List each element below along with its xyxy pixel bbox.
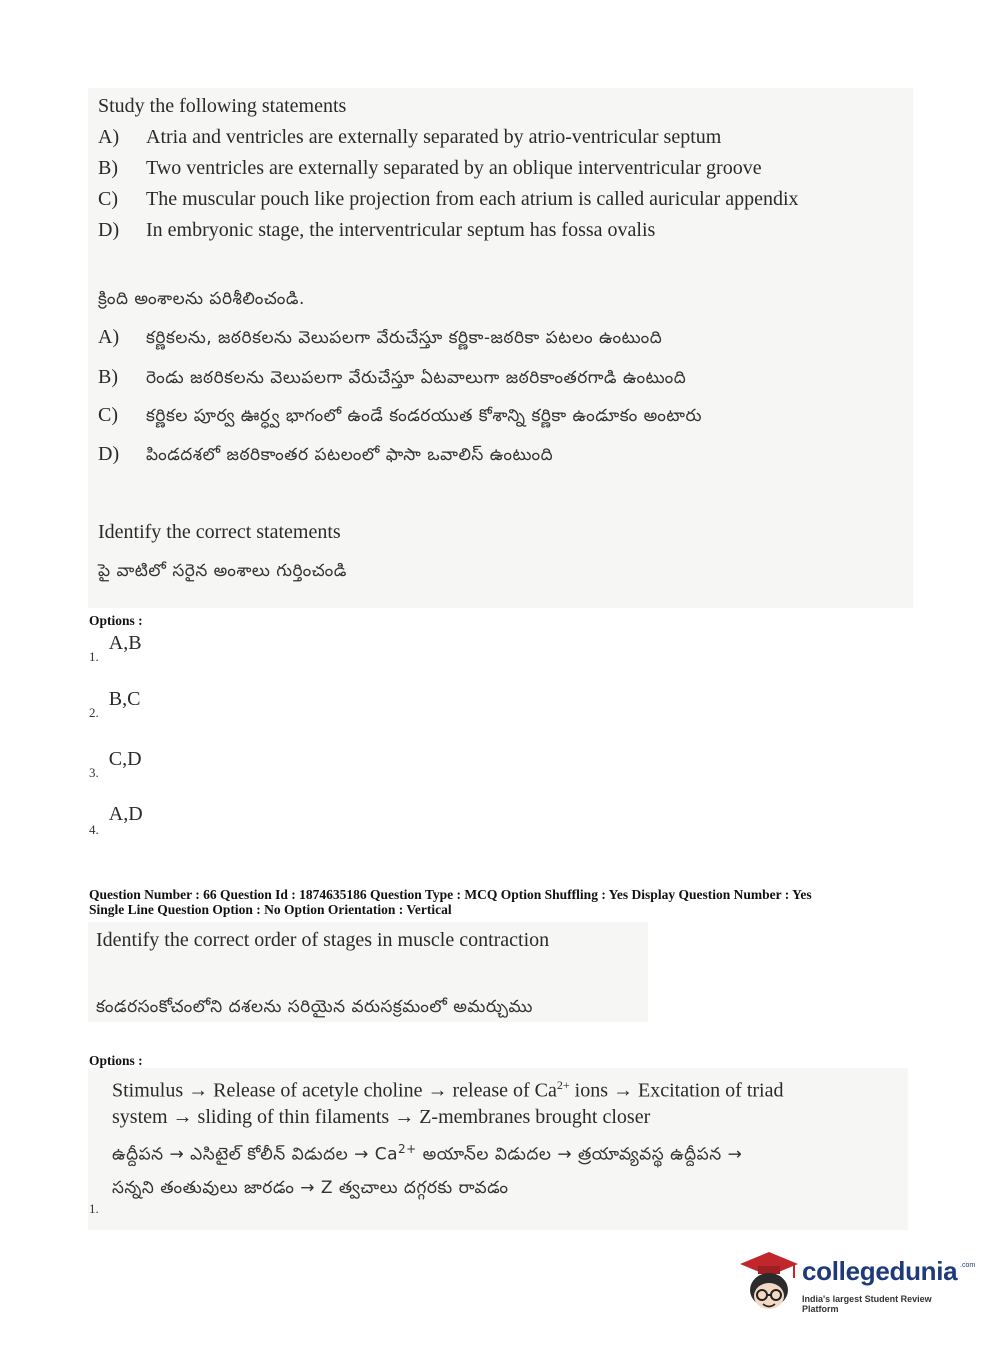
statement-text: కర్ణికల పూర్వ ఊర్ధ్వ భాగంలో ఉండే కండరయుత కోశాన్ని కర్ణికా ఉండూకం అంటారు — [146, 406, 702, 426]
telugu-statement-c — [98, 404, 702, 430]
identify-statements: Identify the correct statements — [98, 521, 341, 543]
option-value: C,D — [108, 748, 142, 770]
telugu-statement-d — [98, 443, 553, 469]
brand-suffix: .com — [960, 1262, 976, 1269]
superscript: 2+ — [556, 1078, 570, 1092]
option-1-english-line-2: system → sliding of thin filaments → Z-membranes brought closer — [112, 1106, 651, 1128]
statement-label: A) — [98, 126, 120, 148]
option-1-telugu-line-1 — [112, 1142, 742, 1169]
collegedunia-logo[interactable] — [738, 1250, 976, 1320]
option-1-telugu-line-2: సన్నని తంతువులు జారడం → Z త్వచాలు దగ్గరకు రావడం — [112, 1178, 509, 1198]
statement-text: రెండు జఠరికలను వెలుపలగా వేరుచేస్తూ ఏటవాలుగా జఠరికాంతరగాడి ఉంటుంది — [146, 368, 687, 388]
statement-c — [98, 188, 799, 211]
option-value: A,D — [108, 803, 143, 825]
statement-text: పిండదశలో జఠరికాంతర పటలంలో ఫాసా ఒవాలిస్ ఉంటుంది — [146, 445, 554, 465]
options-label: Options : — [89, 1053, 143, 1068]
statement-label: C) — [98, 404, 118, 426]
statement-label: C) — [98, 188, 118, 210]
telugu-intro: క్రింది అంశాలను పరిశీలించండి. — [98, 289, 305, 309]
option-value: A,B — [108, 632, 142, 654]
statement-label: D) — [98, 219, 120, 241]
statement-d — [98, 219, 655, 242]
option-3[interactable] — [89, 748, 142, 780]
mascot-icon — [738, 1250, 800, 1320]
statement-label: B) — [98, 157, 118, 179]
flow-text: Stimulus → Release of acetyle choline → release of Ca — [112, 1079, 557, 1102]
statement-b — [98, 157, 762, 180]
statement-text: The muscular pouch like projection from each atrium is called auricular appendix — [146, 188, 799, 210]
flow-text: ఉద్దీపన → ఎసిటైల్ కోలీన్ విడుదల → Ca — [112, 1144, 399, 1165]
brand-name: collegedunia — [802, 1256, 958, 1286]
statement-label: D) — [98, 443, 120, 465]
statement-text: Atria and ventricles are externally separated by atrio-ventricular septum — [146, 126, 722, 148]
statement-text: In embryonic stage, the interventricular septum has fossa ovalis — [146, 219, 656, 241]
question-66-meta-line-1: Question Number : 66 Question Id : 1874635186 Question Type : MCQ Option Shuffling : Yes Display Question Number : Yes — [89, 887, 812, 902]
option-number: 3. — [89, 765, 99, 780]
question-66-text: Identify the correct order of stages in muscle contraction — [96, 929, 550, 951]
option-1-english-line-1 — [112, 1078, 784, 1103]
option-1[interactable] — [89, 632, 142, 664]
option-number: 1. — [89, 1201, 99, 1216]
statement-a — [98, 126, 721, 149]
question-65-intro: Study the following statements — [98, 95, 347, 117]
flow-text: అయాన్‌ల విడుదల → త్రయావ్యవస్థ ఉద్దీపన → — [416, 1144, 743, 1165]
statement-text: కర్ణికలను, జఠరికలను వెలుపలగా వేరుచేస్తూ కర్ణికా-జఠరికా పటలం ఉంటుంది — [146, 328, 663, 348]
telugu-statement-a — [98, 326, 662, 352]
option-2[interactable] — [89, 688, 141, 720]
question-66-meta-line-2: Single Line Question Option : No Option Orientation : Vertical — [89, 902, 452, 917]
option-number: 1. — [89, 649, 99, 664]
brand-tagline: India's largest Student Review Platform — [802, 1294, 932, 1314]
options-label: Options : — [89, 613, 143, 628]
statement-label: B) — [98, 366, 118, 388]
question-66-text-telugu: కండరసంకోచంలోని దశలను సరియైన వరుసక్రమంలో అమర్చుము — [96, 997, 533, 1017]
statement-label: A) — [98, 326, 120, 348]
option-4[interactable] — [89, 803, 143, 837]
statement-text: Two ventricles are externally separated by an oblique interventricular groove — [146, 157, 762, 179]
superscript: 2+ — [398, 1142, 417, 1156]
telugu-statement-b — [98, 366, 686, 392]
identify-statements-telugu: పై వాటిలో సరైన అంశాలు గుర్తించండి — [98, 561, 347, 581]
option-value: B,C — [108, 688, 141, 710]
option-number: 2. — [89, 705, 99, 720]
option-number: 4. — [89, 822, 99, 837]
flow-text: ions → Excitation of triad — [569, 1079, 784, 1102]
